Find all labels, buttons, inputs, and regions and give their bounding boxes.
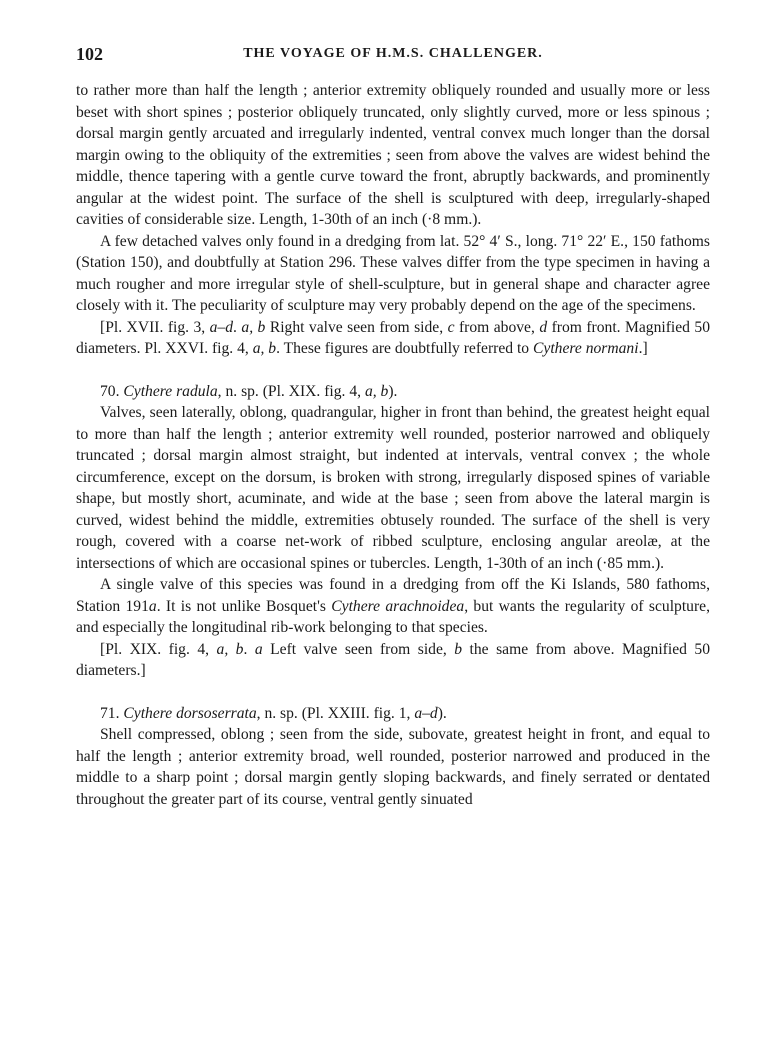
text-run: a	[254, 640, 263, 658]
text-run: Left valve seen from side,	[262, 640, 455, 658]
text-run: Right valve seen from side,	[265, 318, 448, 336]
species-name: Cythere radula	[123, 382, 218, 400]
text-run: a, b	[216, 640, 244, 658]
text-run: a–d	[414, 704, 438, 722]
text-run: a, b	[364, 382, 389, 400]
text-run: a	[148, 597, 157, 615]
text-run: ).	[437, 704, 447, 722]
text-run: d	[539, 318, 548, 336]
text-run: , but wants the regularity of sculpture, and especially the longitudinal rib-work belonging to that species.	[76, 597, 710, 636]
text-run: .]	[638, 340, 648, 357]
text-run: a, b	[252, 340, 277, 357]
text-run: a–d	[209, 318, 234, 336]
running-head	[76, 44, 710, 68]
paragraph-71-description: Shell compressed, oblong ; seen from the side, subovate, greatest height in front, and equal to half the length ; anterior extremity broad, well rounded, posterior narrowed and produced in the middle to a sharp point ; dorsal margin gently sloping backwards, and finely serrated or dentated throughout the greater part of its course, ventral gently sinuated	[76, 726, 710, 808]
text-run: c	[447, 318, 455, 336]
text-run: a, b	[241, 318, 266, 336]
paragraph-69-occurrence: A few detached valves only found in a dredging from lat. 52° 4′ S., long. 71° 22′ E., 150 fathoms (Station 150), and doubtfully at Station 296. These valves differ from the type specimen in having a much rougher and more irregular style of shell-sculpture, but in general shape and character agree closely with it. The peculiarity of sculpture may very probably depend on the age of the specimens.	[76, 232, 710, 314]
text-run: from front. Magnified 50 diameters. Pl. XXVI. fig. 4,	[76, 318, 711, 357]
text-run: .	[233, 318, 242, 336]
running-title: THE VOYAGE OF H.M.S. CHALLENGER.	[243, 46, 543, 61]
text-run: , n. sp. (Pl. XXIII. fig. 1,	[256, 704, 415, 722]
plate-reference-70	[76, 639, 710, 682]
paragraph-69-description: to rather more than half the length ; anterior extremity obliquely rounded and usually more or less beset with short spines ; posterior obliquely truncated, only slightly curved, more or less spinous ; dorsal margin gently arcuated and irregularly indented, ventral convex much longer than the dorsal margin owing to the obliquity of the extremities ; seen from above the valves are widest behind the middle, thence tapering with a gentle curve toward the front, abruptly backwards, and prominently angular at the widest point. The surface of the shell is sculptured with deep, irregularly-shaped cavities of considerable size. Length, 1-30th of an inch (·8 mm.).	[76, 82, 710, 228]
spacer	[76, 360, 710, 381]
text-run: A single valve of this species was found in a dredging from off the Ki Islands, 580 fathoms, Station 191	[76, 576, 710, 615]
species-name: Cythere dorsoserrata	[123, 704, 257, 722]
text-run: the same from above. Magnified 50 diameters.]	[76, 640, 710, 679]
page-number: 102	[76, 44, 103, 64]
text-run: . These figures are doubtfully referred to	[276, 340, 534, 357]
text-run: ).	[388, 382, 398, 400]
paragraph-70-occurrence	[76, 574, 710, 639]
text-run: , n. sp. (Pl. XIX. fig. 4,	[217, 382, 365, 400]
species-heading-70	[76, 381, 710, 403]
species-heading-71	[76, 703, 710, 725]
text-run: . It is not unlike Bosquet's	[156, 597, 332, 615]
text-run: b	[454, 640, 463, 658]
plate-reference-69	[76, 317, 710, 360]
text-run: from above,	[454, 318, 540, 336]
text-run: [Pl. XVII. fig. 3,	[100, 318, 210, 336]
text-run: 71.	[100, 704, 124, 722]
text-run: 70.	[100, 382, 124, 400]
species-name: Cythere arachnoidea	[331, 597, 465, 615]
text-run: .	[243, 640, 255, 658]
species-name: Cythere normani	[533, 340, 639, 357]
paragraph-70-description: Valves, seen laterally, oblong, quadrangular, higher in front than behind, the greatest height equal to more than half the length ; anterior extremity well rounded, posterior narrowed and obliquely truncated ; dorsal margin almost straight, but indented at intervals, ventral convex ; the whole circumference, except on the dorsum, is broken with strong, irregularly disposed spines of variable shape, but mostly short, acuminate, and wide at the base ; seen from above the lateral margin is curved, widest behind the middle, extremities obtusely rounded. The surface of the shell is very rough, covered with a coarse net-work of ribbed sculpture, enclosing angular areolæ, at the intersections of which are occasional spines or tubercles. Length, 1-30th of an inch (·85 mm.).	[76, 404, 710, 572]
spacer	[76, 682, 710, 703]
body-text	[76, 80, 710, 810]
text-run: [Pl. XIX. fig. 4,	[100, 640, 217, 658]
